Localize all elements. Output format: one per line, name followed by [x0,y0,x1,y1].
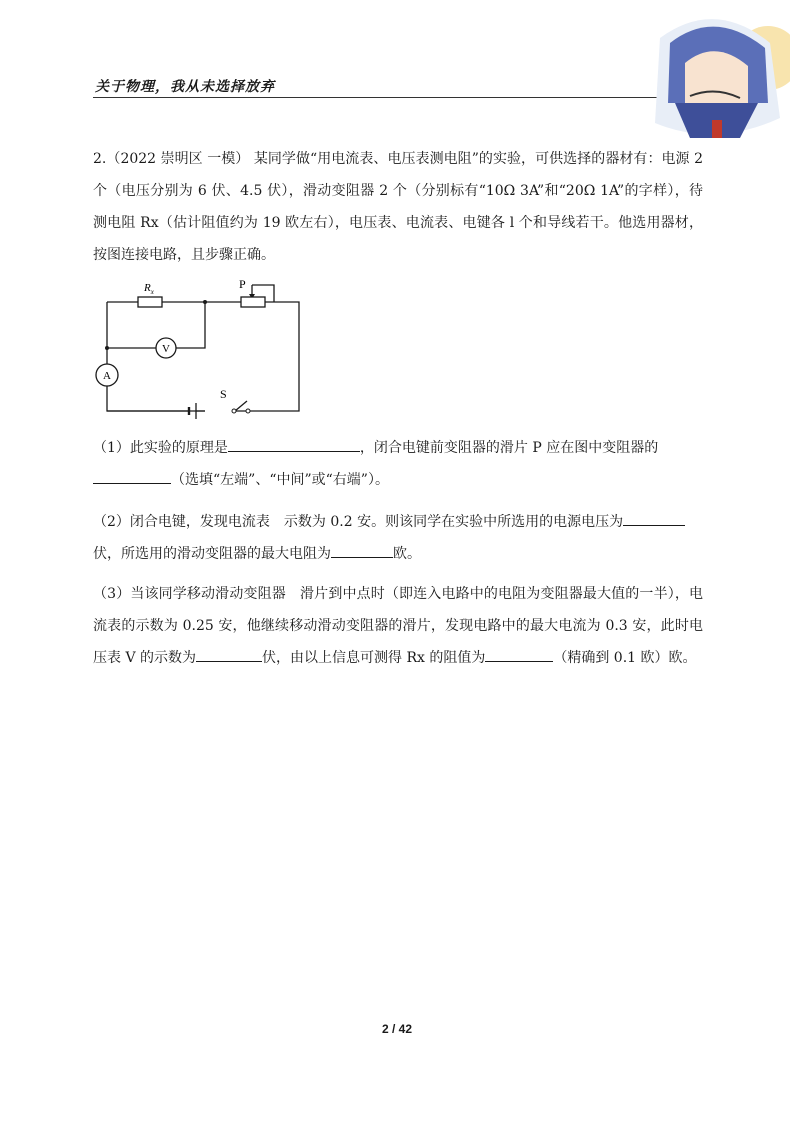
header-title: 关于物理，我从未选择放弃 [95,79,275,95]
label-s: S [220,387,227,401]
label-p: P [239,277,246,291]
sub-question-1: （1）此实验的原理是 ，闭合电键前变阻器的滑片 P 应在图中变阻器的 （选填“左端”、“中间”或“右端”）。 [93,432,703,496]
page-number: 2 / 42 [381,1022,413,1036]
resistor-rx [138,297,162,307]
question-stem [93,143,703,271]
mascot-illustration [640,8,790,148]
rheostat [241,297,265,307]
header-divider [93,97,703,98]
question-text: 2.（2022 崇明区 一模） 某同学做“用电流表、电压表测电阻”的实验，可供选择的器材有：电源 2 个（电压分别为 6 伏、4.5 伏），滑动变阻器 2 个（分别标有“10Ω 3A”和“20Ω 1A”的字样），待测电阻 Rx（估计阻值约为 19 欧左右），电压表、电流表、电键各 l 个和导线若干。他选用器材，按图连接电路，且步骤正确。 [93,151,703,263]
sub-question-3: （3）当该同学移动滑动变阻器 滑片到中点时（即连入电路中的电阻为变阻器最大值的一半），电流表的示数为 0.25 安，他继续移动滑动变阻器的滑片，发现电路中的最大电流为 0.3 安，此时电压表 V 的示数为 伏，由以上信息可测得 Rx 的阻值为 （精确到 0.1 欧）欧。 [93,586,703,666]
answer-blank-max-resistance[interactable] [331,541,393,558]
junction-left [105,346,109,350]
label-a: A [103,370,111,382]
answer-blank-source-voltage[interactable] [623,509,685,526]
switch-pivot [232,409,236,413]
voltmeter-branch [107,302,205,348]
sub-question-2: （2）闭合电键，发现电流表 示数为 0.2 安。则该同学在实验中所选用的电源电压为 伏，所选用的滑动变阻器的最大电阻为 欧。 [93,506,703,570]
label-rx: $R_x$ [144,282,154,296]
circuit-diagram [93,275,313,420]
switch-contact [246,409,250,413]
junction-top [203,300,207,304]
label-v: V [162,343,170,355]
answer-blank-slider-position[interactable] [93,467,171,484]
answer-blank-rx-value[interactable] [485,645,553,662]
circuit-wire-loop [107,302,299,411]
answer-blank-principle[interactable] [228,435,360,452]
switch-blade [235,401,247,411]
answer-blank-voltmeter-reading[interactable] [196,645,262,662]
